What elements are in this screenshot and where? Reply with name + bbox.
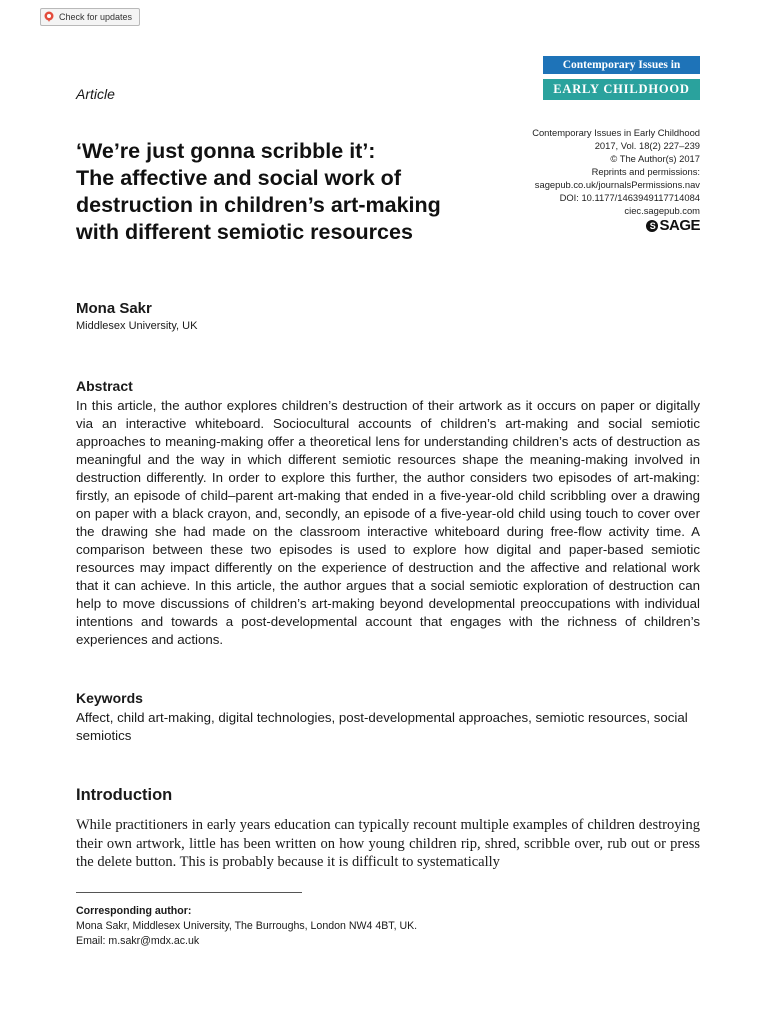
meta-copyright: © The Author(s) 2017 [610,153,700,164]
sage-s-icon: S [646,220,658,232]
bookmark-icon [44,11,54,23]
title-line: The affective and social work of [76,166,401,190]
correspondence-heading: Corresponding author: [76,905,192,917]
meta-doi-link[interactable]: DOI: 10.1177/1463949117714084 [559,192,700,203]
article-title [76,138,516,246]
article-type-label: Article [76,86,115,102]
keywords-text: Affect, child art-making, digital technologies, post-developmental approaches, semiotic resources, social semiotics [76,710,688,743]
meta-volume: 2017, Vol. 18(2) 227–239 [594,140,700,151]
meta-reprints: Reprints and permissions: [591,166,700,177]
journal-banner-bottom: EARLY CHILDHOOD [543,79,700,100]
meta-journal: Contemporary Issues in Early Childhood [532,127,700,138]
sage-logo [646,217,700,234]
title-line: with different semiotic resources [76,220,413,244]
journal-banner-top: Contemporary Issues in [543,56,700,74]
abstract-text: In this article, the author explores children’s destruction of their artwork as it occurs on paper or digitally via an interactive whiteboard. Sociocultural accounts of children’s art-making and social semiotic approaches to meaning-making offer a theoretical lens for understanding children’s acts of destruction as meaningful and the way in which different semiotic resources shape the meaning-making involved in destruction differently. In order to explore this further, the author considers two episodes of art-making: firstly, an episode of child–parent art-making that ended in a five-year-old child scribbling over a drawing on paper with a black crayon, and, secondly, an episode of a five-year-old child using touch to cover over the drawing she had made on the classroom interactive whiteboard during free-flow activity time. A comparison between these two episodes is used to explore how digital and paper-based semiotic resources may impact differently on the experience of destruction and the affective and relational work that it can achieve. In this article, the author argues that a social semiotic exploration of destruction can help to move discussions of children’s art-making beyond developmental preoccupations with individual intentions and towards a post-developmental account that engages with the richness of children’s experiences and actions. [76,398,700,647]
correspondence-block [76,904,417,949]
footnote-divider [76,892,302,893]
correspondence-email[interactable]: Email: m.sakr@mdx.ac.uk [76,935,200,947]
title-line: ‘We’re just gonna scribble it’: [76,139,376,163]
author-name: Mona Sakr [76,300,152,317]
meta-website-link[interactable]: ciec.sagepub.com [624,205,700,216]
introduction-heading: Introduction [76,786,173,804]
sage-logo-text: SAGE [659,217,700,234]
keywords-heading: Keywords [76,690,143,706]
check-for-updates-label: Check for updates [59,12,133,22]
journal-metadata [532,126,700,217]
author-affiliation: Middlesex University, UK [76,320,198,332]
introduction-text: While practitioners in early years education can typically recount multiple examples of children destroying their own artwork, little has been written on how young children rip, shred, scribble over, rub out or press the delete button. This is probably because it is difficult to systematically [76,817,700,870]
title-line: destruction in children’s art-making [76,193,441,217]
meta-permissions-link[interactable]: sagepub.co.uk/journalsPermissions.nav [534,179,700,190]
check-for-updates-button[interactable] [40,8,140,26]
correspondence-address: Mona Sakr, Middlesex University, The Burroughs, London NW4 4BT, UK. [76,920,418,932]
abstract-heading: Abstract [76,378,133,394]
